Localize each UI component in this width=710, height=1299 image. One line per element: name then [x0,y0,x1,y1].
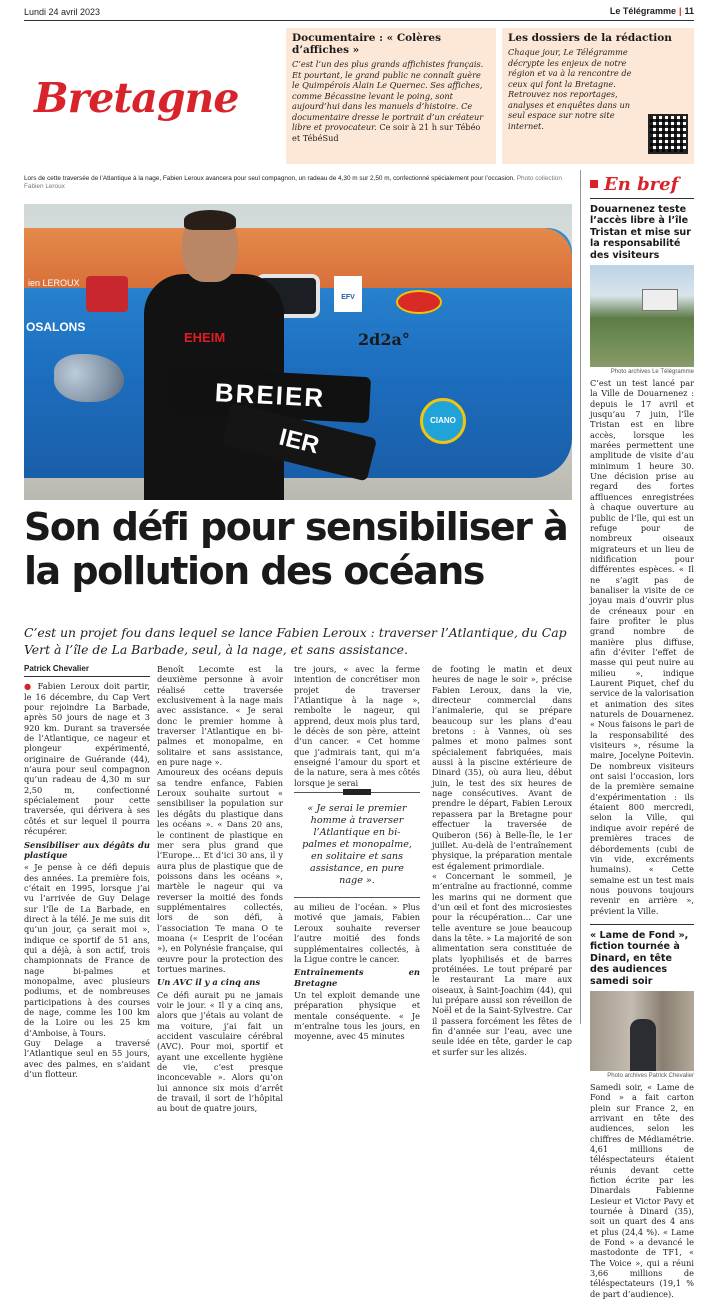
brief-photo-credit: Photo archives Le Télégramme [610,369,694,376]
column-4 [432,664,572,1057]
paragraph: de footing le matin et deux heures de nage le soir », précise Fabien Leroux, dans la vie, directeur commercial dans l’animalerie, qui se prépare beaucoup sur les plans d’eau bretons : à Vannes, où ses palmes et mono palmes sont spécialement fabriquées, mais aussi à la piscine extérieure de Dinard (35), où aura lieu, début juin, le test des six heures de nage consécutives. Avant de prendre le départ, Fabien Leroux repassera par la Bretagne pour effectuer la traversée de Quiberon (56) à Belle-Île, le 1er juillet. Au-delà de l’entraînement physique, la préparation mentale est également primordiale. [432,664,572,871]
page-number: 11 [684,6,694,16]
paragraph: « Concernant le sommeil, je m’entraîne au fractionné, comme les marins qui ne dorment que d’un œil et font des microsiestes pour la récupération… Car une telle aventure se joue beaucoup dans la tête. » La majorité de son alimentation sera constituée de plats lyophilisés et de barres protéinées. Le tout préparé par le restaurant La mare aux oiseaux, à Saint-Joachim (44), qui lui prépare aussi son réveillon de Noël et de la Saint-Sylvestre. Car il passera forcément les fêtes de fin d’année sur l’eau, avec une seule idée en tête, garder le cap et surfer sur les alizés. [432,870,572,1057]
logo-osalons: OSALONS [26,320,86,334]
author-byline: Patrick Chevalier [24,664,150,677]
logo-leroux: ien LEROUX [28,278,80,288]
photo-credit: Photo collection Fabien Leroux [24,175,562,190]
dossiers-text: Chaque jour, Le Télégramme décrypte les enjeux de notre région et va à la rencontre de ceux qui font la Bretagne. Retrouvez nos reportages, analyses et enquêtes dans un seul espace sur notre site internet. [508,47,632,131]
brief-photo-ile-tristan [590,265,694,367]
masthead [610,6,694,16]
paragraph: Benoît Lecomte est la deuxième personne à avoir réalisé cette traversée exclusivement à la nage mais avec assistance. « Je serai donc le premier homme à traverser l’Atlantique en bi-palmes et monopalme, en solitaire et sans assistance, en pure nage ». [157,664,283,768]
paragraph: tre jours, « avec la ferme intention de concrétiser mon projet de traverser l’Atlantique à la nage », remboîte le nageur, qui apprend, deux mois plus tard, le décès de son père, atteint d’un cancer. « Cet homme que j’admirais tant, qui m’a enseigné l’amour du sport et de la nature, sera à mes côtés lorsque je serai [294,664,420,788]
header-rule [24,20,694,21]
brief-photo-credit: Photo archives Patrick Chevalier [607,1072,694,1079]
brief-headline: « Lame de Fond », fiction tournée à Dinard, en tête des audiences samedi soir [590,929,689,987]
sponsor-oval-icon [396,290,442,314]
journal-name: Le Télégramme [609,6,676,16]
documentaire-schedule: Ce soir à 21 h sur Tébéo et TébéSud [292,122,481,143]
pull-quote: « Je serai le premier homme à traverser l’Atlantique en bi-palmes et monopalme, en solitaire et sans assistance, en pure nage ». [294,792,420,898]
logo-eheim: EHEIM [184,330,226,345]
page-header-bar [24,4,694,20]
paragraph: Guy Delage a traversé l’Atlantique seul en 55 jours, avec des palmes, en s’aidant d’un flotteur. [24,1038,150,1080]
logo-efv: EFV [334,276,362,312]
subhead-entrainements: Entraînements en Bretagne [294,967,420,988]
column-divider [580,170,581,1024]
lead-text: Fabien Leroux doit partir, le 16 décembre, du Cap Vert pour rejoindre La Barbade, après 50 jours de nage et 3 920 km. Durant sa traversée de l’Atlantique, ce nageur et plongeur expérimenté, originaire de Guérande (44), n’aura pour seul compagnon qu’un radeau de 4,30 m sur 2,50 m, confectionné spécialement pour cette traversée, qui dérivera à ses côtés et sur lequel il pourra récupérer. [24,681,150,837]
lead-paragraph [24,681,150,836]
documentaire-text [292,59,490,143]
column-1 [24,664,150,1079]
fins-brand-second: IER [221,403,377,482]
column-3 [294,664,420,1042]
qr-code-icon[interactable] [648,114,688,154]
article-headline: Son défi pour sensibiliser à la pollution des océans [24,505,568,593]
brief-text: C’est un test lancé par la Ville de Douarnenez : depuis le 17 avril et jusqu’au 7 juin, l’île Tristan est en libre accès, lorsque les marées permettent une amplitude de visite d’au minimum 1 heure 30. Une décision prise au regard des fortes affluences enregistrées à chaque ouverture au public de l’île, qui est un refuge pour de nombreux oiseaux migrateurs et un lieu de nidification pour différentes espèces. « Il ne s’agit pas de banaliser la visite de ce joyau mais d’ouvrir plus de créneaux pour en faire profiter le plus grand nombre de manière plus diffuse, afin d’éviter l’effet de masse qui peut nuire au milieu », indique Laurent Piquet, chef du service de la valorisation et animation des sites naturels de Douarnenez. « Nous faisons le pari de la responsabilité des visiteurs », résume la maire, Jocelyne Poitevin. De nombreux visiteurs ont saisi l’occasion, lors de la première semaine d’expérimentation : ils étaient 800 mercredi, selon la Ville, qui indique avoir repéré de premières traces de débordements (cubi de vin vide, excréments humains). « Cette semaine est un test mais nous pouvons toujours revenir en arrière », prévient la Ville. [590,378,694,916]
documentaire-body: C’est l’un des plus grands affichistes français. Et pourtant, le grand public ne connaît guère le Quimpérois Alain Le Quernec. Ses affiches, comme Bécassine levant le poing, sont aujourd’hui dans les manuels d’histoire. Ce documentaire dresse le portrait d’un créateur libre et provocateur. [292,59,484,132]
fins-brand: BREIER [169,367,371,423]
dossiers-title: Les dossiers de la rédaction [508,32,672,44]
france-logo-icon [86,276,128,312]
masthead-separator: | [678,6,682,16]
subhead-avc: Un AVC il y a cinq ans [157,977,261,988]
brief-separator [590,924,694,925]
paragraph: au milieu de l’océan. » Plus motivé que jamais, Fabien Leroux souhaite reverser l’autre moitié des fonds supplémentaires collectés, à la Ligue contre le cancer. [294,902,420,964]
bullet-icon: ● [24,681,34,692]
article-body [24,664,572,1114]
paragraph: Ce défi aurait pu ne jamais voir le jour. « Il y a cinq ans, alors que j’étais au volant de ma voiture, j’ai fait un accident vasculaire cérébral (AVC). Pour moi, sportif et ayant une excellente hygiène de vie, c’est presque inconcevable ». Alors qu’on lui annonce six mois d’arrêt de travail, il sort de l’hôpital au bout de quatre jours, [157,989,283,1114]
main-photo [24,204,572,500]
brief-text: Samedi soir, « Lame de Fond » a fait carton plein sur France 2, en arrivant en tête des audiences, selon les chiffres de Médiamétrie. 4,61 millions de téléspectateurs étaient réunis devant cette fiction écrite par les Dinardais Fabienne Lesieur et Victor Pavy et tournée à Dinard (35), soit un quart des 4 ans et plus (24,4 %). « Lame de Fond » a devancé le mastodonte de TF1, « The Voice », qui a réuni 3,66 millions de téléspectateurs (19,1 % de part d’audience). [590,1081,694,1299]
en-bref-sidebar [590,174,694,1299]
subhead-plastique: Sensibiliser aux dégâts du plastique [24,839,150,860]
logo-2d2a: 2d2a° [358,330,410,349]
logo-ciano: CIANO [420,398,466,444]
dossiers-box [502,28,694,164]
plastic-sculpture-icon [54,354,124,402]
section-header [24,24,694,170]
documentaire-box [286,28,496,164]
sidebar-title: En bref [590,174,694,199]
paragraph: Amoureux des océans depuis sa tendre enfance, Fabien Leroux souhaite surtout « sensibiliser la population sur les dégâts du plastique dans les océans ». « Dans 20 ans, le continent de plastique en mer sera plus grand que l’Europe… Et d’ici 30 ans, il y aura plus de plastique que de poissons dans les océans », martèle le nageur qui va reverser la moitié des fonds supplémentaires collectés, lors de son défi, à l’association Te mana O te moana (« L’esprit de l’océan »), en Polynésie française, qui œuvre pour la protection des tortues marines. [157,767,283,974]
section-title: Bretagne [34,74,239,122]
brief-headline: Douarnenez teste l’accès libre à l’île Tristan et mise sur la responsabilité des visiteurs [590,204,691,261]
documentaire-title: Documentaire : « Colères d’affiches » [292,32,441,56]
article-standfirst: C’est un projet fou dans lequel se lance Fabien Leroux : traverser l’Atlantique, du Cap Vert à l’île de La Barbade, seul, à la nage, et sans assistance. [24,625,567,657]
column-2 [157,664,283,1114]
photo-caption [24,175,572,191]
caption-text: Lors de cette traversée de l’Atlantique à la nage, Fabien Leroux avancera pour seul compagnon, un radeau de 4,30 m sur 2,50 m, confectionné spécialement pour l’occasion. [24,175,515,182]
issue-date: Lundi 24 avril 2023 [24,7,101,17]
swimmer-hair [184,210,236,230]
paragraph: « Je pense à ce défi depuis des années. La première fois, c’était en 1995, lorsque j’ai vu l’arrivée de Guy Delage sur l’île de La Barbade, en direct à la télé. Je me suis dit qu’un jour, ça serait moi », indique ce sportif de 51 ans, qui a déjà, à son actif, trois championnats de France de nage bi-palmes et monopalme, avec plusieurs podiums, et de nombreuses participations à des courses de nage, comme les 100 km de la Loire ou les 25 km d’Amboise, à Tours. [24,862,150,1038]
paragraph: Un tel exploit demande une préparation physique et mentale conséquente. « Je m’entraîne tous les jours, en moyenne, avec 45 minutes [294,989,420,1042]
brief-photo-lame-de-fond [590,991,694,1071]
